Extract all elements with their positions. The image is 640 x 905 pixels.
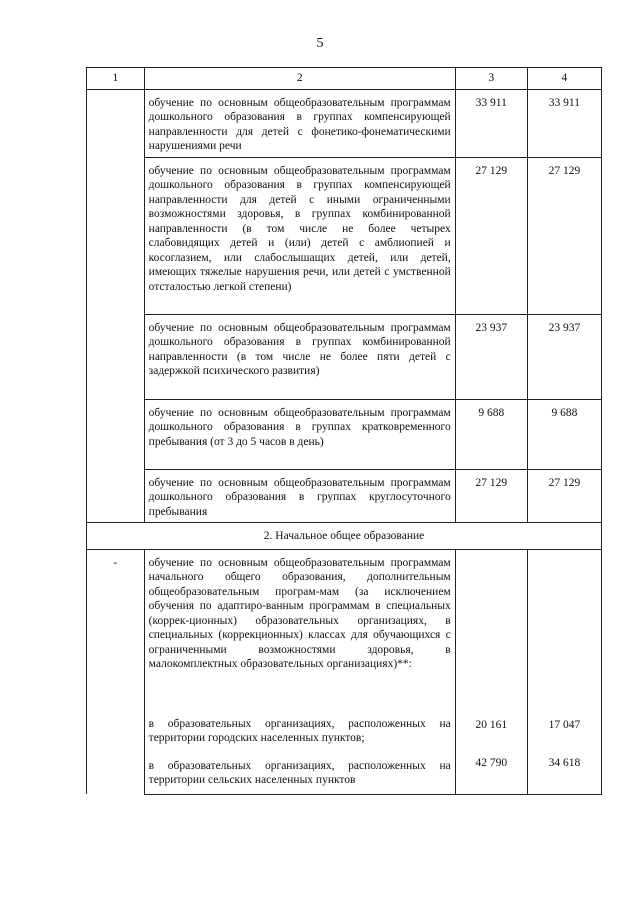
value-col4: 9 688	[527, 399, 601, 469]
value-col4-group	[527, 549, 601, 794]
value-col3: 23 937	[455, 314, 527, 399]
value-col4: 23 937	[527, 314, 601, 399]
header-row	[87, 68, 602, 90]
section-title: 2. Начальное общее образование	[87, 523, 602, 550]
row-number-cell	[87, 89, 145, 523]
header-cell-4: 4	[527, 68, 601, 90]
description-cell: в образовательных организациях, расположенных на территории сельских населенных пунктов	[144, 749, 455, 795]
value-col4: 27 129	[527, 157, 601, 314]
row-marker	[87, 549, 145, 794]
value-col3: 20 161	[475, 718, 508, 731]
value-col4: 27 129	[527, 469, 601, 523]
description-cell: обучение по основным общеобразовательным программам дошкольного образования в группах кратковременного пребывания (от 3 до 5 часов в день)	[144, 399, 455, 469]
value-col4: 33 911	[527, 89, 601, 157]
value-col4: 34 618	[548, 757, 581, 769]
header-cell-1: 1	[87, 68, 145, 90]
description-cell: в образовательных организациях, расположенных на территории городских населенных пунктов;	[144, 707, 455, 749]
description-cell: обучение по основным общеобразовательным программам начального общего образования, дополнительным общеобразовательным програм-мам (за исключением обучения по адаптиро-ванным программам в специальных (коррек-ционных) образовательных организациях, в специальных (коррекционных) классах для обучающихся с ограниченными возможностями здоровья, в малокомплектных образовательных организациях)**:	[144, 549, 455, 707]
value-col3-group	[455, 549, 527, 794]
value-col4: 17 047	[548, 718, 581, 731]
description-cell: обучение по основным общеобразовательным программам дошкольного образования в группах круглосуточного пребывания	[144, 469, 455, 523]
description-cell: обучение по основным общеобразовательным программам дошкольного образования в группах компенсирующей направленности для детей с иными ограниченными возможностями здоровья, в группах комбинированной направленности (в том числе не более четырех слабовидящих детей и (или) детей с амблиопией и косоглазием, или слабослышащих детей, или детей, имеющих тяжелые нарушения речи, или детей с умственной отсталостью легкой степени)	[144, 157, 455, 314]
section-heading-row	[87, 523, 602, 550]
value-col3: 42 790	[475, 757, 508, 769]
value-col3: 9 688	[455, 399, 527, 469]
page-number: 5	[316, 36, 324, 51]
table-row	[87, 549, 602, 707]
value-col3: 27 129	[455, 157, 527, 314]
table-row	[87, 399, 602, 469]
table-row	[87, 314, 602, 399]
header-cell-3: 3	[455, 68, 527, 90]
header-cell-2: 2	[144, 68, 455, 90]
rates-table	[86, 67, 602, 795]
description-cell: обучение по основным общеобразовательным программам дошкольного образования в группах компенсирующей направленности для детей с фонетико-фонематическими нарушениями речи	[144, 89, 455, 157]
description-cell: обучение по основным общеобразовательным программам дошкольного образования в группах комбинированной направленности (в том числе не более пяти детей с задержкой психического развития)	[144, 314, 455, 399]
value-col3: 27 129	[455, 469, 527, 523]
dash-marker: -	[113, 556, 118, 569]
table-row	[87, 469, 602, 523]
table-row	[87, 89, 602, 157]
table-row	[87, 157, 602, 314]
value-col3: 33 911	[455, 89, 527, 157]
